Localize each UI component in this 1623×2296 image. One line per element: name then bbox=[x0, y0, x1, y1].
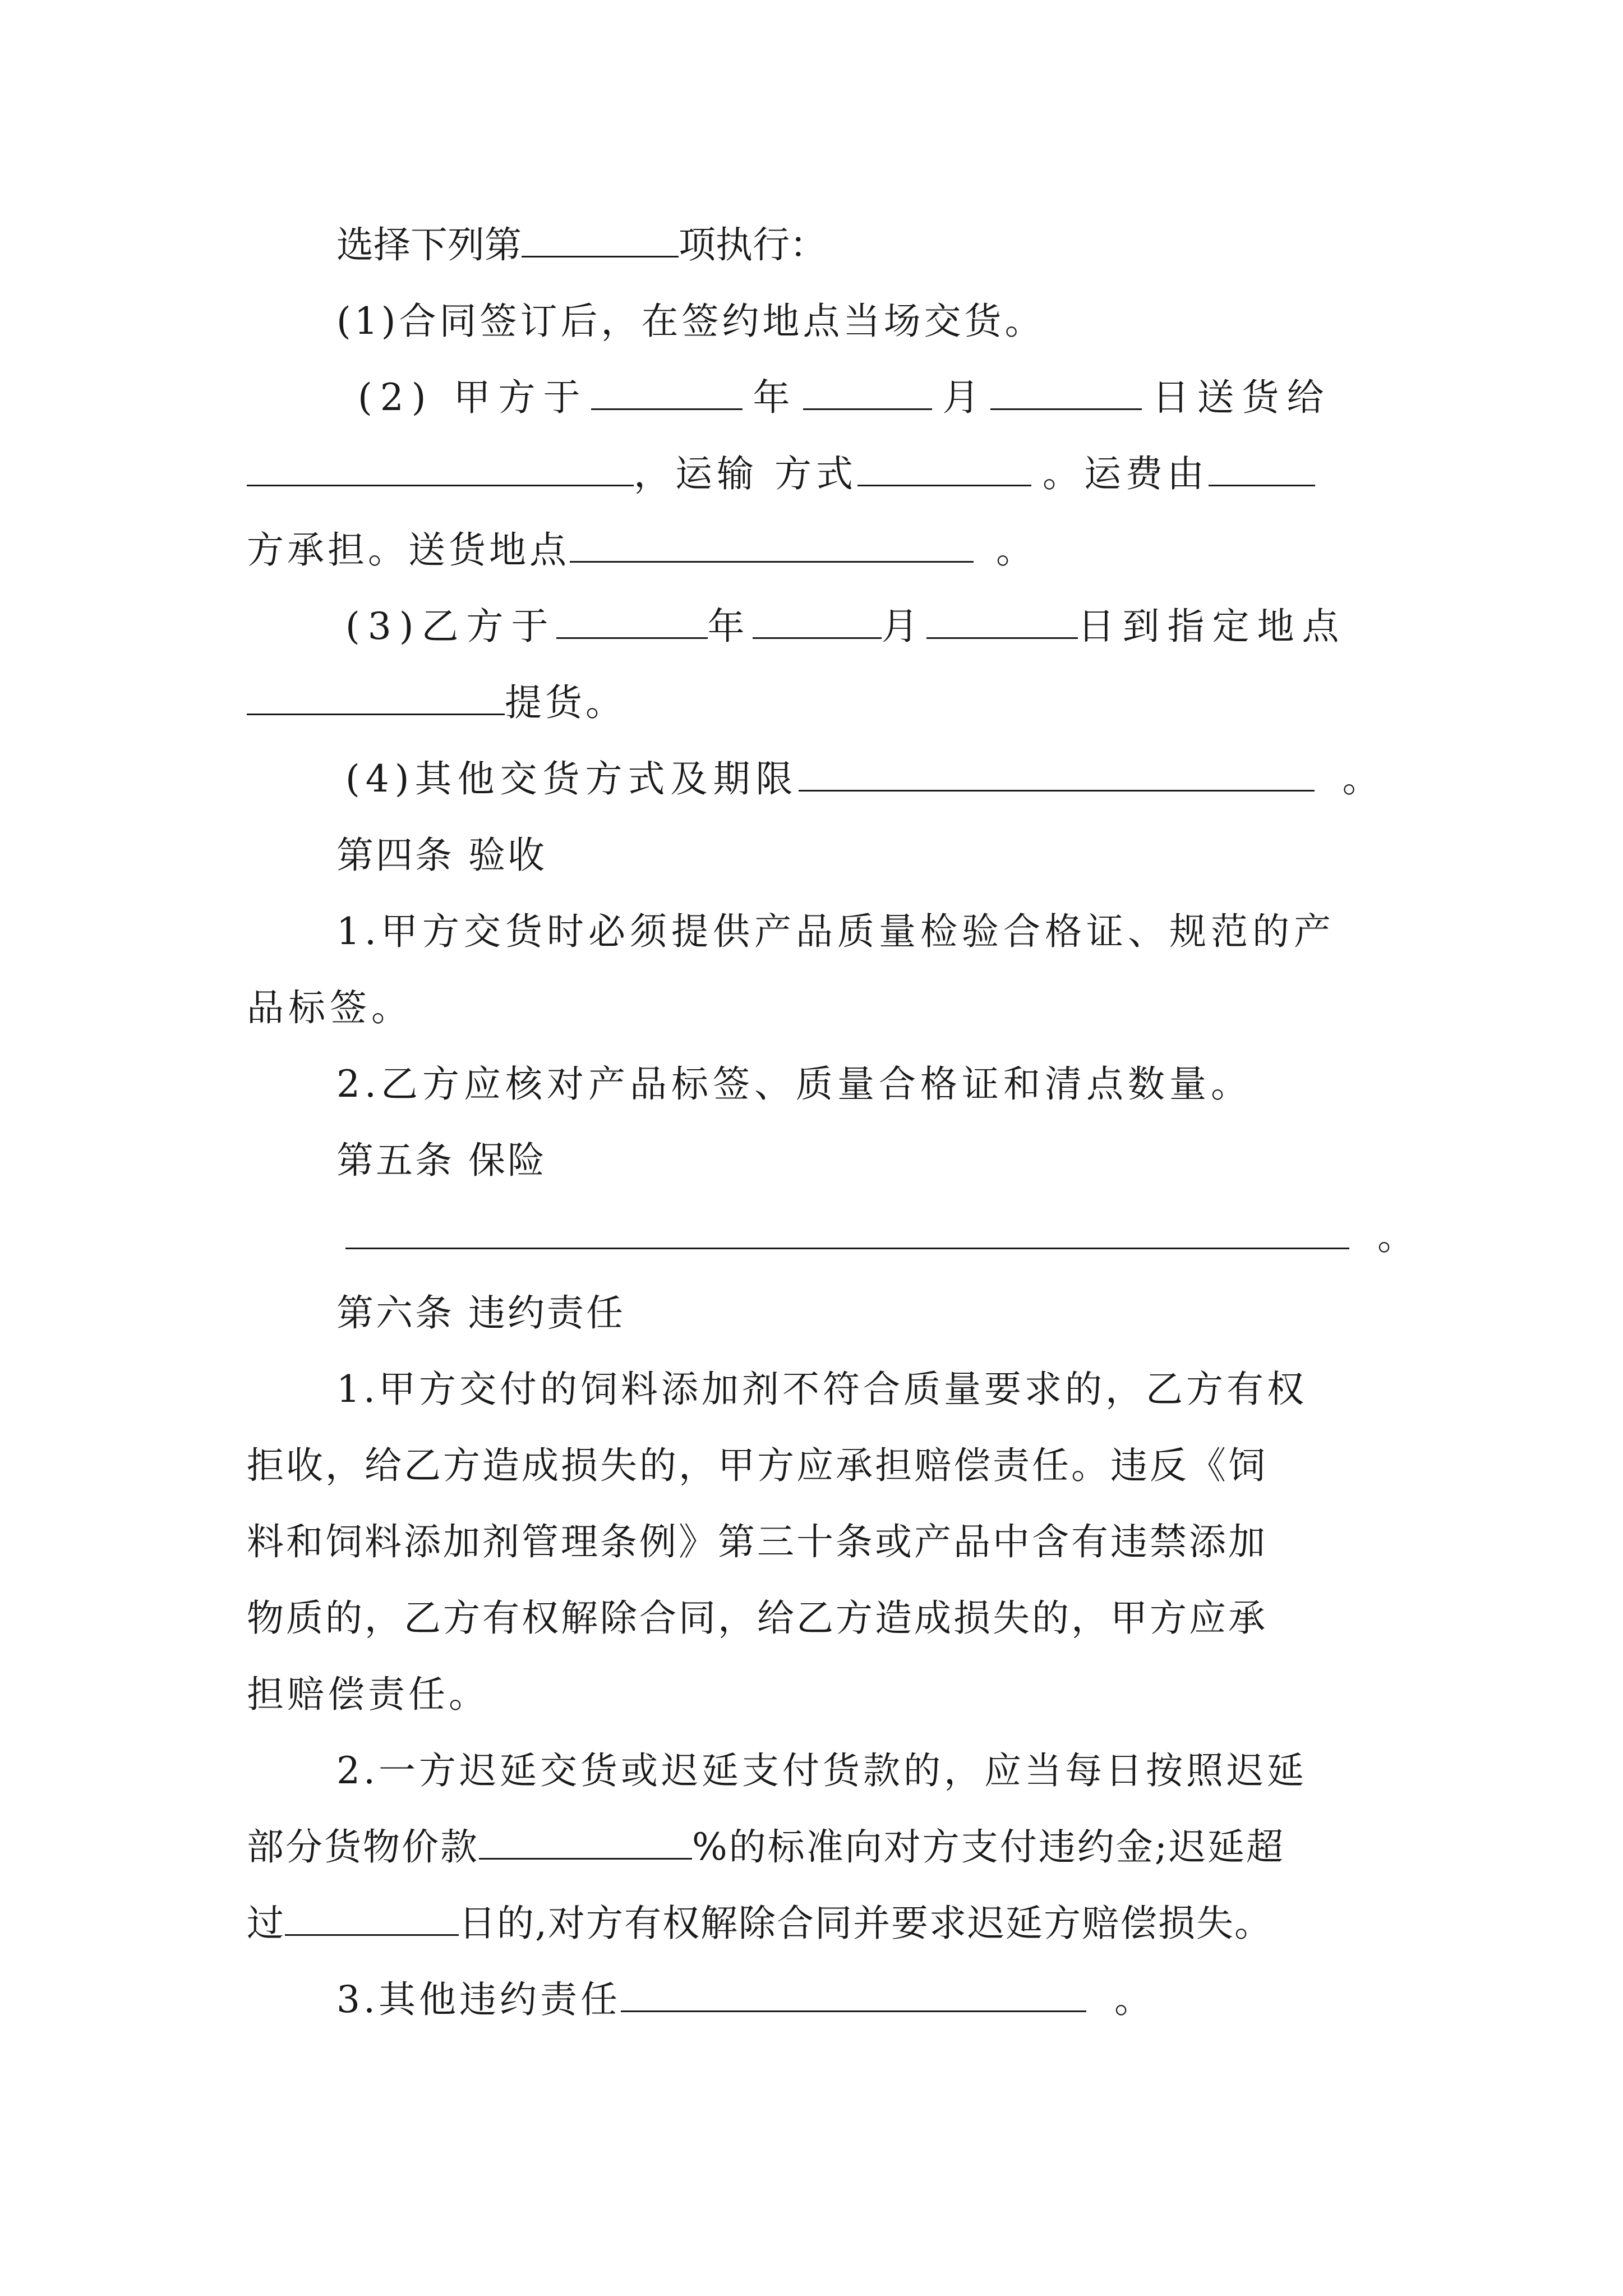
text: 料和饲料添加剂管理条例》第三十条或产品中含有违禁添加 bbox=[247, 1520, 1267, 1563]
section-heading-5 bbox=[336, 1135, 547, 1186]
text: 第六条 违约责任 bbox=[336, 1291, 625, 1335]
fill-blank bbox=[345, 1213, 1349, 1249]
text: 2.乙方应核对产品标签、质量合格证和清点数量。 bbox=[336, 1062, 1252, 1106]
fill-blank bbox=[479, 1823, 692, 1860]
line-23 bbox=[247, 1898, 1272, 1949]
text: 品标签。 bbox=[247, 986, 413, 1029]
text: 选择下列第 bbox=[336, 223, 522, 266]
text: ，运输 方式 bbox=[634, 452, 857, 495]
line-3 bbox=[358, 372, 1331, 423]
line-14 bbox=[345, 1212, 1414, 1262]
fill-blank bbox=[803, 374, 932, 410]
fill-blank bbox=[990, 374, 1142, 410]
text: 。运费由 bbox=[1042, 452, 1209, 495]
text: (1)合同签订后，在签约地点当场交货。 bbox=[336, 300, 1045, 343]
text: 。 bbox=[1114, 1978, 1155, 2021]
line-20 bbox=[247, 1669, 489, 1720]
fill-blank bbox=[556, 602, 708, 639]
fill-blank bbox=[522, 221, 679, 257]
text: 方承担。送货地点 bbox=[247, 528, 570, 572]
text: 物质的，乙方有权解除合同，给乙方造成损失的，甲方应承 bbox=[247, 1596, 1267, 1640]
fill-blank bbox=[857, 450, 1031, 486]
section-heading-4 bbox=[336, 830, 547, 881]
fill-blank bbox=[799, 755, 1315, 792]
text: 项执行： bbox=[679, 223, 827, 266]
text: 2.一方迟延交货或迟延支付货款的，应当每日按照迟延 bbox=[336, 1749, 1307, 1792]
text: 第四条 验收 bbox=[336, 834, 547, 877]
line-6 bbox=[345, 601, 1347, 652]
text: 提货。 bbox=[505, 681, 626, 724]
text: (2) 甲方于 bbox=[358, 376, 588, 419]
fill-blank bbox=[591, 374, 743, 410]
line-2 bbox=[336, 296, 1045, 347]
line-18 bbox=[247, 1517, 1267, 1567]
text: (3)乙方于 bbox=[345, 605, 556, 648]
text: 担赔偿责任。 bbox=[247, 1673, 489, 1716]
line-7 bbox=[247, 678, 626, 728]
fill-blank bbox=[926, 602, 1078, 639]
line-22 bbox=[247, 1822, 1285, 1872]
line-16 bbox=[336, 1364, 1307, 1415]
text: 日送货给 bbox=[1152, 376, 1332, 419]
text: 日到指定地点 bbox=[1077, 605, 1347, 648]
line-21 bbox=[336, 1746, 1307, 1796]
text: 3.其他违约责任 bbox=[336, 1978, 621, 2021]
text: 年 bbox=[707, 605, 753, 648]
fill-blank bbox=[621, 1976, 1086, 2012]
fill-blank bbox=[247, 450, 634, 486]
text: 1.甲方交付的饲料添加剂不符合质量要求的，乙方有权 bbox=[336, 1368, 1307, 1411]
fill-blank bbox=[1209, 450, 1315, 486]
line-24 bbox=[336, 1975, 1155, 2025]
line-1 bbox=[336, 220, 827, 270]
fill-blank bbox=[285, 1899, 459, 1936]
line-17 bbox=[247, 1441, 1267, 1491]
line-5 bbox=[247, 525, 1036, 576]
text: 过 bbox=[247, 1902, 285, 1945]
text: 。 bbox=[1342, 757, 1385, 800]
fill-blank bbox=[753, 602, 882, 639]
text: 年 bbox=[753, 376, 798, 419]
section-heading-6 bbox=[336, 1288, 625, 1338]
line-4 bbox=[247, 449, 1315, 499]
line-8 bbox=[345, 754, 1385, 804]
text: 日的,对方有权解除合同并要求迟延方赔偿损失。 bbox=[459, 1902, 1272, 1945]
text: 月 bbox=[881, 605, 926, 648]
text: (4)其他交货方式及期限 bbox=[345, 757, 799, 800]
text: 1.甲方交货时必须提供产品质量检验合格证、规范的产 bbox=[336, 910, 1335, 953]
text: 第五条 保险 bbox=[336, 1139, 547, 1182]
text: 。 bbox=[996, 528, 1036, 572]
text: 拒收，给乙方造成损失的，甲方应承担赔偿责任。违反《饲 bbox=[247, 1444, 1267, 1487]
text: 部分货物价款 bbox=[247, 1825, 479, 1869]
line-19 bbox=[247, 1593, 1267, 1644]
text: 。 bbox=[1377, 1215, 1414, 1258]
line-10 bbox=[336, 907, 1335, 957]
text: %的标准向对方支付违约金;迟延超 bbox=[692, 1825, 1285, 1869]
line-11 bbox=[247, 983, 413, 1033]
line-12 bbox=[336, 1059, 1252, 1110]
fill-blank bbox=[247, 679, 505, 715]
fill-blank bbox=[570, 526, 974, 563]
text: 月 bbox=[942, 376, 988, 419]
